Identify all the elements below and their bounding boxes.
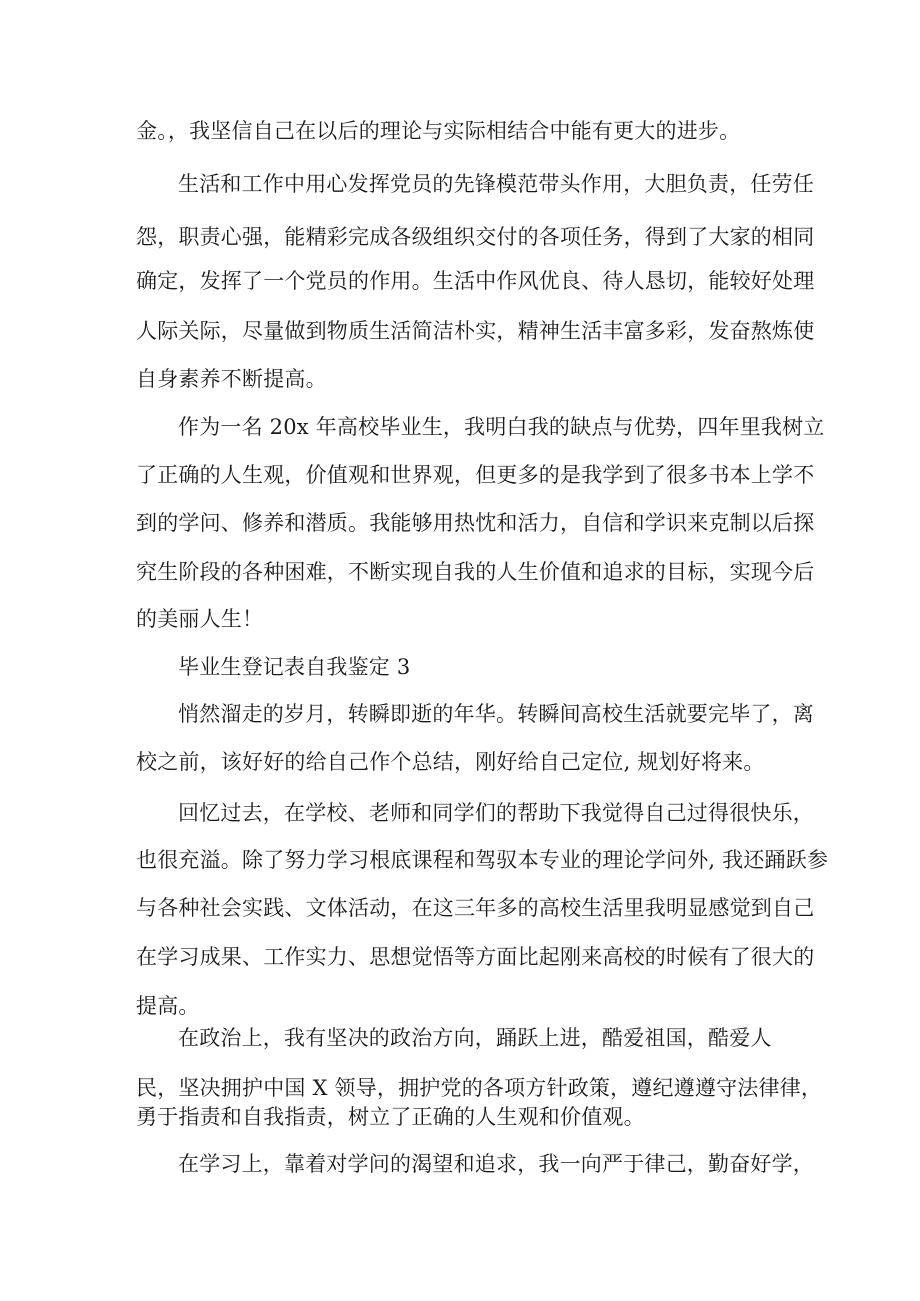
text-line: 与各种社会实践、文体活动，在这三年多的高校生活里我明显感觉到自己 (136, 896, 815, 920)
text-line: 确定，发挥了一个党员的作用。生活中作风优良、待人恳切，能较好处理 (136, 269, 815, 293)
text-line: 怨，职责心强，能精彩完成各级组织交付的各项任务，得到了大家的相同 (136, 225, 815, 249)
text-line: 自身素养不断提高。 (136, 367, 327, 391)
text-line: 校之前，该好好的给自己作个总结，刚好给自己定位, 规划好将来。 (136, 750, 765, 774)
text-line: 到的学问、修养和潜质。我能够用热忱和活力，自信和学识来克制以后探 (136, 511, 815, 535)
paragraph-start-line: 生活和工作中用心发挥党员的先锋模范带头作用，大胆负责，任劳任 (178, 172, 814, 196)
paragraph-start-line: 在政治上，我有坚决的政治方向，踊跃上进，酷爱祖国，酷爱人 (178, 1026, 772, 1050)
paragraph-start-line: 在学习上，靠着对学问的渴望和追求，我一向严于律己，勤奋好学， (178, 1152, 814, 1176)
text-line: 勇于指责和自我指责，树立了正确的人生观和价值观。 (136, 1105, 645, 1129)
text-line: 也很充溢。除了努力学习根底课程和驾驭本专业的理论学问外, 我还踊跃参 (136, 848, 829, 872)
text-line: 金。，我坚信自己在以后的理论与实际相结合中能有更大的进步。 (136, 119, 741, 143)
text-line: 提高。 (136, 994, 200, 1018)
paragraph-start-line: 回忆过去，在学校、老师和同学们的帮助下我觉得自己过得很快乐， (178, 801, 814, 825)
text-line: 了正确的人生观，价值观和世界观，但更多的是我学到了很多书本上学不 (136, 463, 815, 487)
paragraph-start-line: 作为一名 20x 年高校毕业生，我明白我的缺点与优势，四年里我树立 (178, 415, 825, 439)
text-line: 人际关际，尽量做到物质生活简洁朴实，精神生活丰富多彩，发奋熬炼使 (136, 319, 815, 343)
section-heading: 毕业生登记表自我鉴定 3 (178, 655, 411, 679)
text-line: 的美丽人生！ (136, 607, 264, 631)
text-line: 究生阶段的各种困难，不断实现自我的人生价值和追求的目标，实现今后 (136, 560, 815, 584)
paragraph-start-line: 悄然溜走的岁月，转瞬即逝的年华。转瞬间高校生活就要完毕了，离 (178, 702, 814, 726)
text-line: 民，坚决拥护中国 X 领导，拥护党的各项方针政策，遵纪遵遵守法律律， (136, 1076, 823, 1100)
text-line: 在学习成果、工作实力、思想觉悟等方面比起刚来高校的时候有了很大的 (136, 945, 815, 969)
